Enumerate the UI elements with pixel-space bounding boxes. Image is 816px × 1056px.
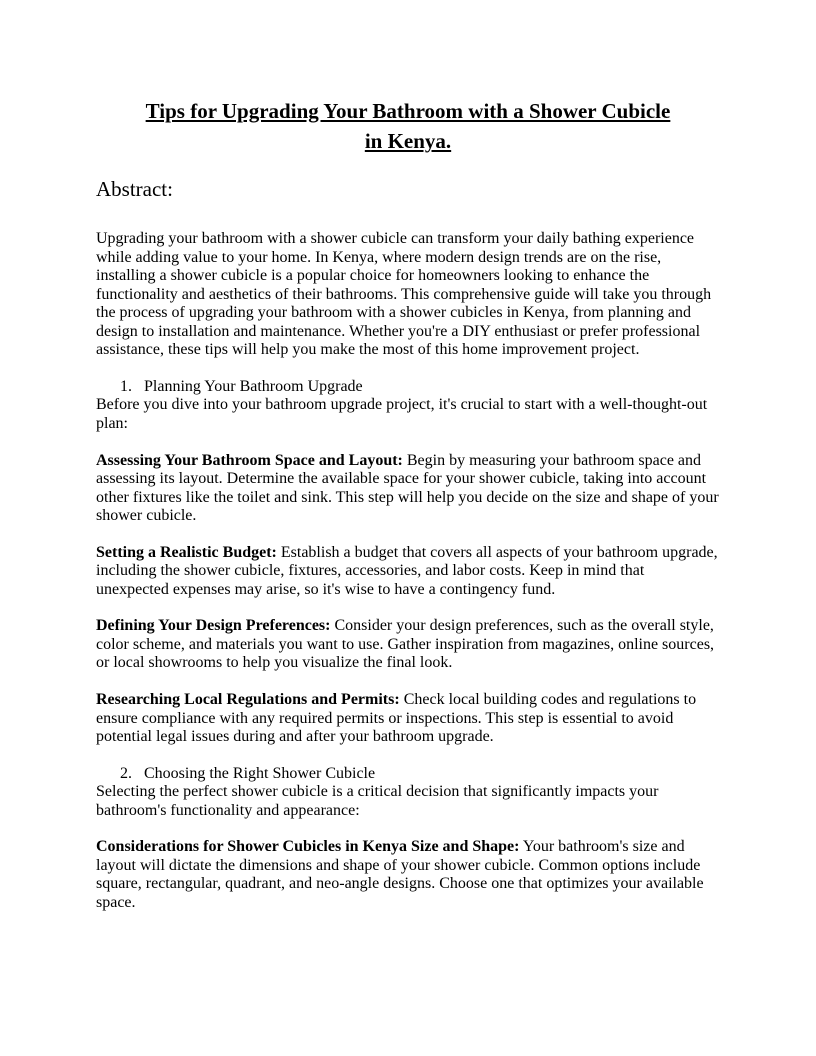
tip-paragraph-design-preferences	[96, 617, 720, 673]
list-title-1: Planning Your Bathroom Upgrade	[144, 377, 363, 395]
list-number-1: 1.	[120, 377, 132, 395]
numbered-list-item-2	[96, 765, 720, 784]
abstract-paragraph: Upgrading your bathroom with a shower cubicle can transform your daily bathing experience while adding value to your home. In Kenya, where modern design trends are on the rise, installing a shower cubicle is a popular choice for homeowners looking to enhance the functionality and aesthetics of their bathrooms. This comprehensive guide will take you through the process of upgrading your bathroom with a shower cubicles in Kenya, from planning and design to installation and maintenance. Whether you're a DIY enthusiast or prefer professional assistance, these tips will help you make the most of this home improvement project.	[96, 230, 712, 359]
numbered-list-item-1	[96, 378, 720, 397]
tip-paragraph-regulations	[96, 691, 720, 747]
tip-lead-budget: Setting a Realistic Budget:	[96, 543, 277, 561]
tip-paragraph-size-shape	[96, 838, 720, 912]
tip-paragraph-assessing-space	[96, 452, 720, 526]
document-title	[96, 96, 720, 157]
tip-paragraph-budget	[96, 544, 720, 600]
tip-lead-size-shape: Considerations for Shower Cubicles in Kenya Size and Shape:	[96, 838, 520, 856]
tip-text-regulations: Check local building codes and regulations to ensure compliance with any required permits or inspections. This step is essential to avoid potential legal issues during and after your bathroom upgrade.	[96, 691, 697, 746]
abstract-heading: Abstract:	[96, 176, 173, 201]
section-1-intro: Before you dive into your bathroom upgrade project, it's crucial to start with a well-thought-out plan:	[96, 396, 708, 432]
title-line-1: Tips for Upgrading Your Bathroom with a Shower Cubicle	[145, 99, 671, 123]
tip-text-budget: Establish a budget that covers all aspects of your bathroom upgrade, including the shower cubicle, fixtures, accessories, and labor costs. Keep in mind that unexpected expenses may arise, so it's wise to have a contingency fund.	[96, 543, 718, 598]
tip-lead-design-preferences: Defining Your Design Preferences:	[96, 617, 331, 635]
title-line-2: in Kenya.	[364, 129, 452, 154]
tip-text-design-preferences: Consider your design preferences, such as the overall style, color scheme, and materials you want to use. Gather inspiration from magazines, online sources, or local showrooms to help you visualize the final look.	[96, 617, 715, 672]
tip-lead-assessing-space: Assessing Your Bathroom Space and Layout:	[96, 451, 403, 469]
tip-text-assessing-space: Begin by measuring your bathroom space and assessing its layout. Determine the available space for your shower cubicle, taking into account other fixtures like the toilet and sink. This step will help you decide on the size and shape of your shower cubicle.	[96, 451, 719, 525]
tip-lead-regulations: Researching Local Regulations and Permits:	[96, 691, 400, 708]
list-number-2: 2.	[120, 764, 132, 782]
tip-text-size-shape: Your bathroom's size and layout will dictate the dimensions and shape of your shower cubicle. Common options include square, rectangular, quadrant, and neo-angle designs. Choose one that optimizes your available space.	[96, 838, 704, 911]
list-title-2: Choosing the Right Shower Cubicle	[144, 764, 376, 782]
section-2-intro: Selecting the perfect shower cubicle is a critical decision that significantly impacts your bathroom's functionality and appearance:	[96, 783, 659, 819]
